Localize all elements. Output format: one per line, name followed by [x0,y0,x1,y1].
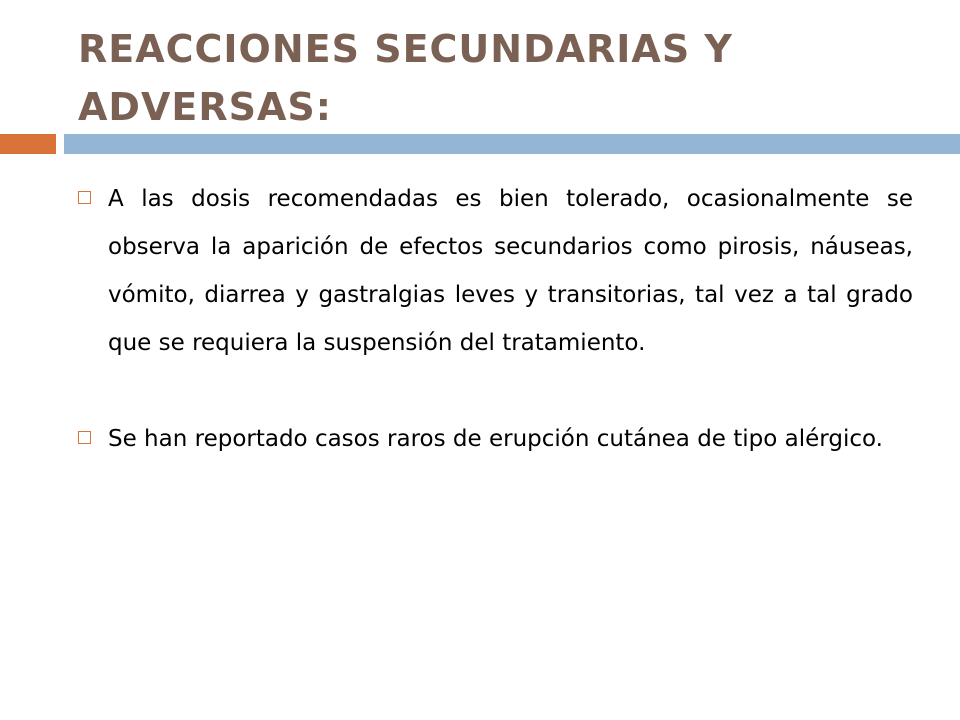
slide-title: REACCIONES SECUNDARIAS Y ADVERSAS: [78,27,733,129]
square-bullet-icon [78,431,91,444]
bullet-text: Se han reportado casos raros de erupción cutánea de tipo alérgico. [108,426,883,452]
bullet-text: A las dosis recomendadas es bien tolerado, ocasionalmente se observa la aparición de efectos secundarios como pirosis, náuseas, vómito, diarrea y gastralgias leves y transitorias, tal vez a tal grado que se requiera la suspensión del tratamiento. [108,186,913,356]
slide-content [78,175,913,463]
bullet-item [78,415,913,463]
title-rule [64,134,960,154]
title-rule-accent [0,134,56,154]
square-bullet-icon [78,191,91,204]
bullet-item [78,175,913,367]
